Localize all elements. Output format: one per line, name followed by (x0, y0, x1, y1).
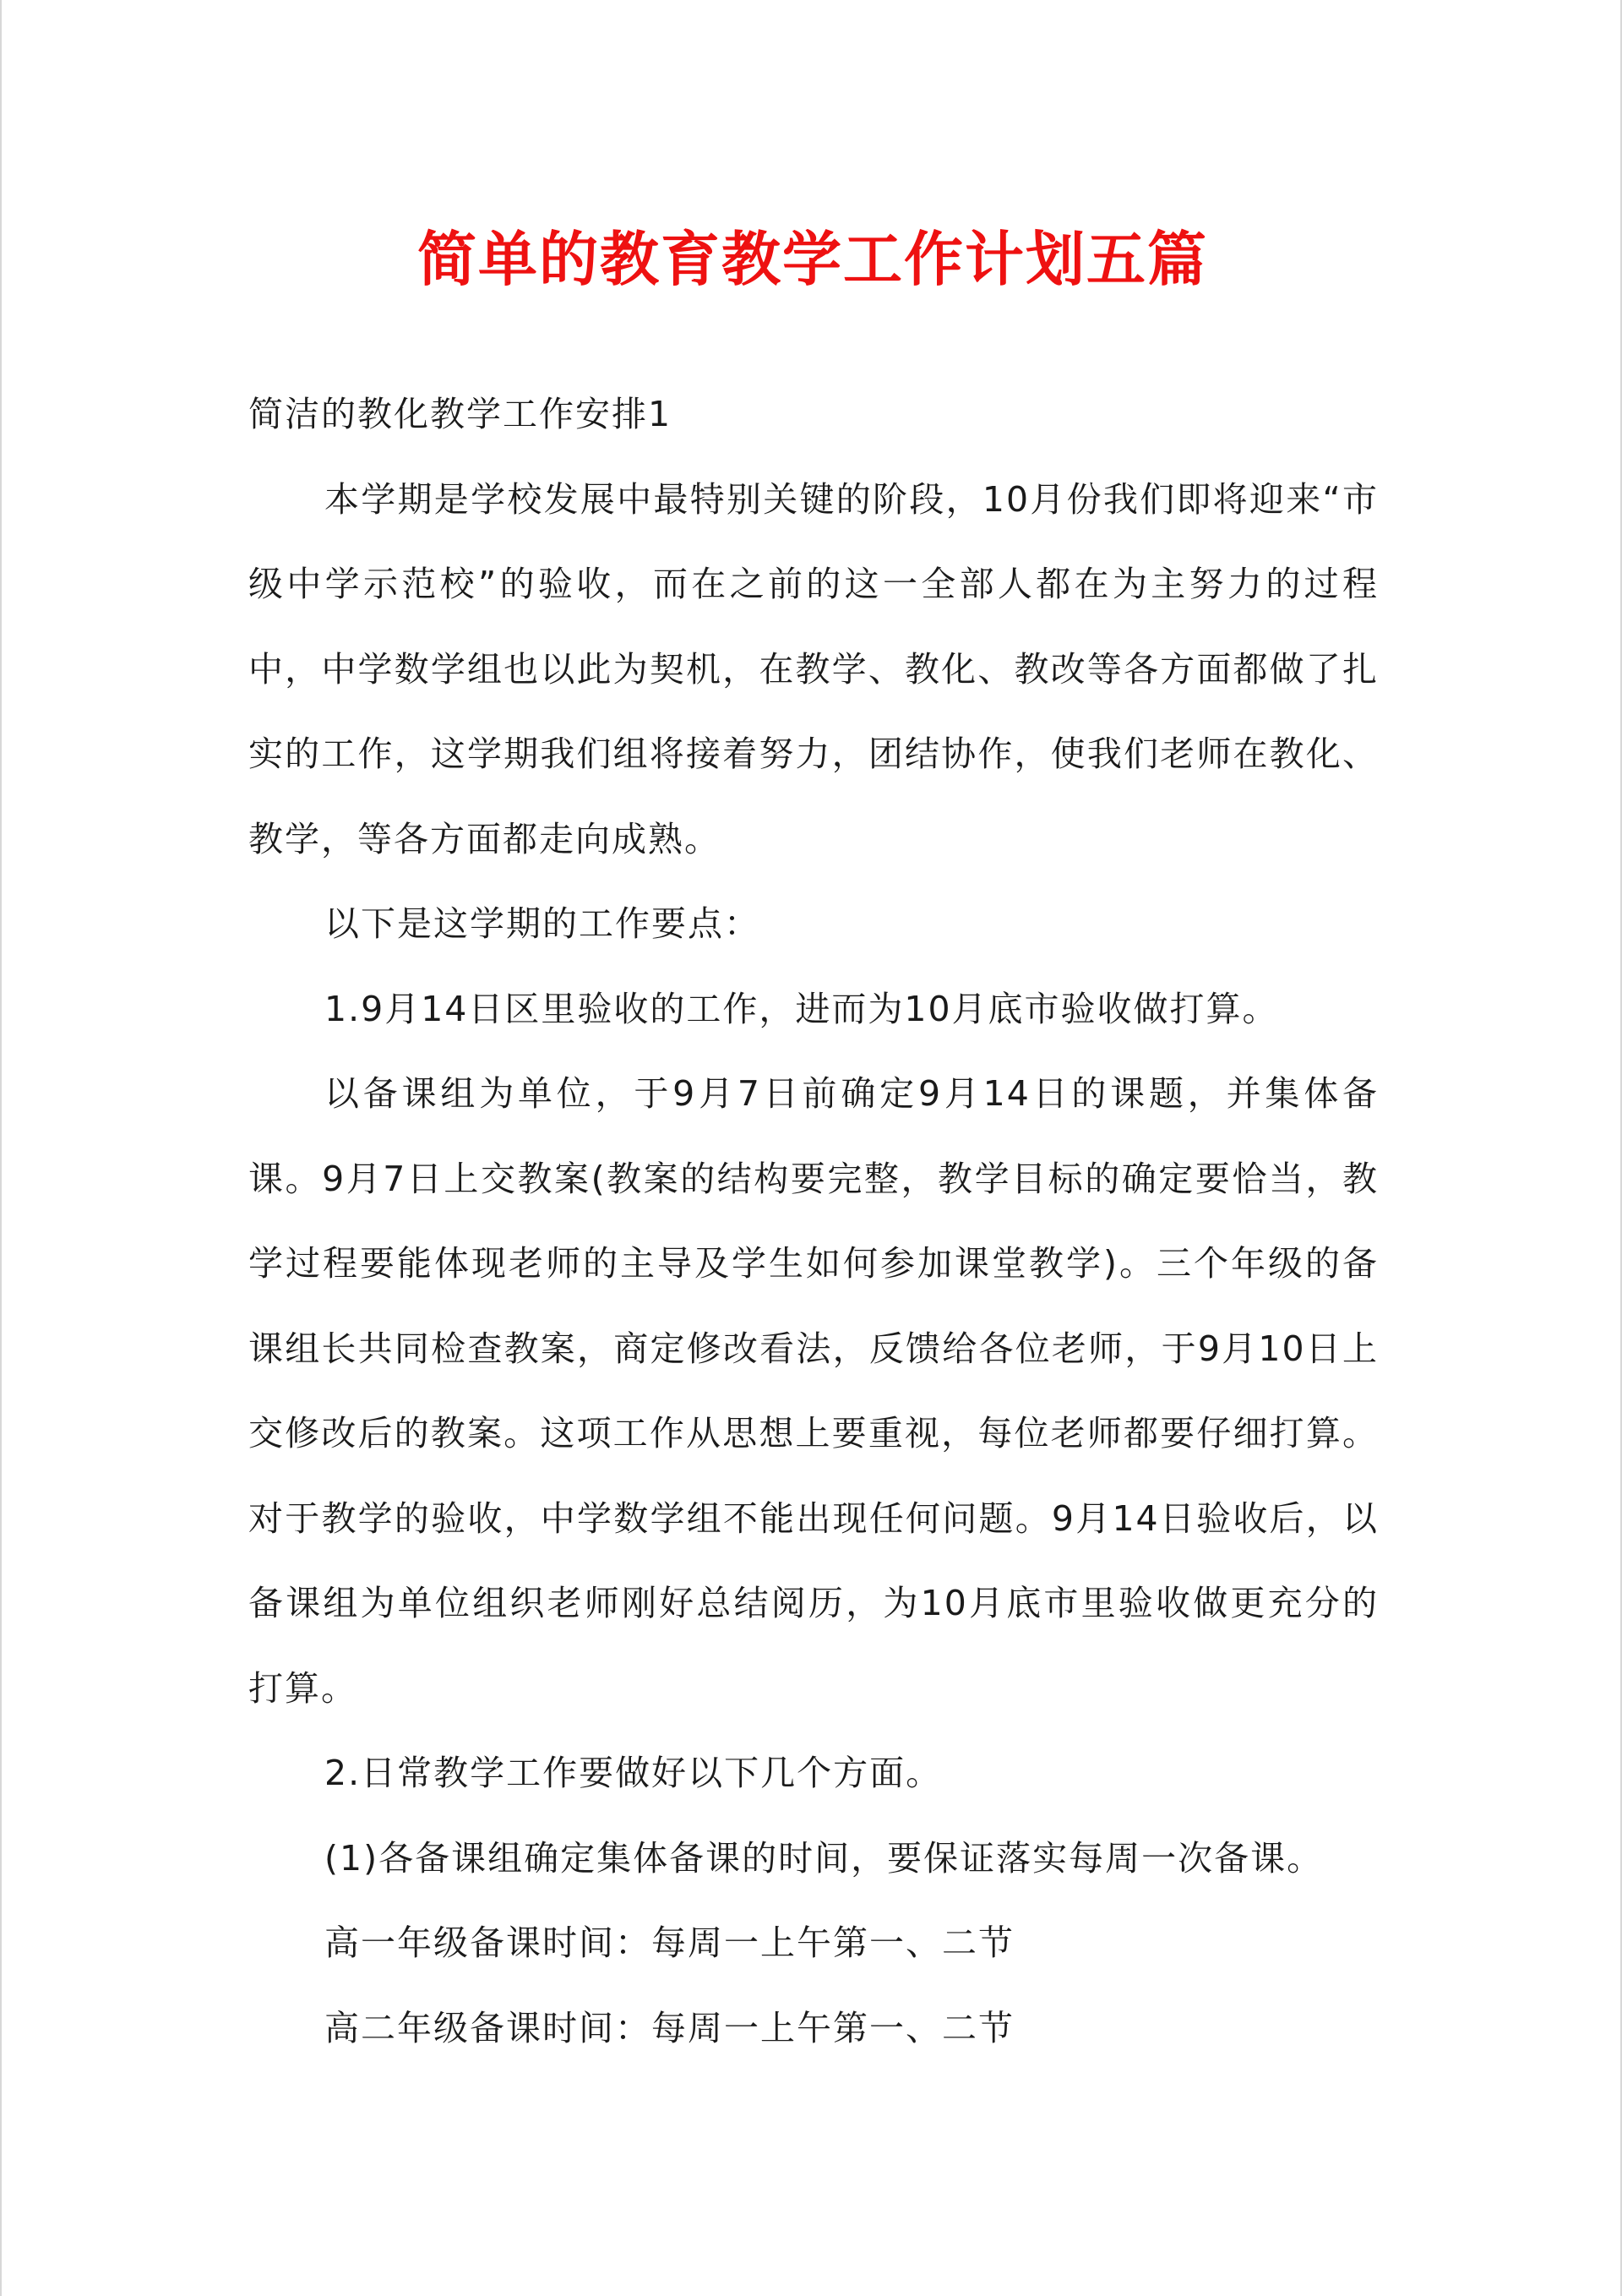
paragraph: 2.日常教学工作要做好以下几个方面。 (324, 1753, 943, 1793)
paragraph: 本学期是学校发展中最特别关键的阶段，10月份我们即将迎来“市级中学示范校”的验收，而在之前的这一全部人都在为主努力的过程中，中学数学组也以此为契机，在教学、教化、教改等各方面都做了扎实的工作，这学期我们组将接着努力，团结协作，使我们老师在教化、教学，等各方面都走向成熟。 (248, 478, 1379, 859)
document-body (248, 372, 1379, 2070)
paragraph: 以下是这学期的工作要点： (324, 903, 760, 944)
section-heading: 简洁的教化教学工作安排1 (248, 394, 672, 434)
paragraph: 高二年级备课时间：每周一上午第一、二节 (324, 2007, 1015, 2048)
paragraph: 以备课组为单位，于9月7日前确定9月14日的课题，并集体备课。9月7日上交教案(教案的结构要完整，教学目标的确定要恰当，教学过程要能体现老师的主导及学生如何参加课堂教学)。三个年级的备课组长共同检查教案，商定修改看法，反馈给各位老师，于9月10日上交修改后的教案。这项工作从思想上要重视，每位老师都要仔细打算。对于教学的验收，中学数学组不能出现任何问题。9月14日验收后，以备课组为单位组织老师刚好总结阅历，为10月底市里验收做更充分的打算。 (248, 1073, 1379, 1709)
document-title: 简单的教育教学工作计划五篇 (417, 225, 1208, 294)
paragraph: (1)各备课组确定集体备课的时间，要保证落实每周一次备课。 (324, 1837, 1324, 1879)
paragraph: 高一年级备课时间：每周一上午第一、二节 (324, 1922, 1015, 1963)
paragraph: 1.9月14日区里验收的工作，进而为10月底市验收做打算。 (324, 988, 1279, 1029)
